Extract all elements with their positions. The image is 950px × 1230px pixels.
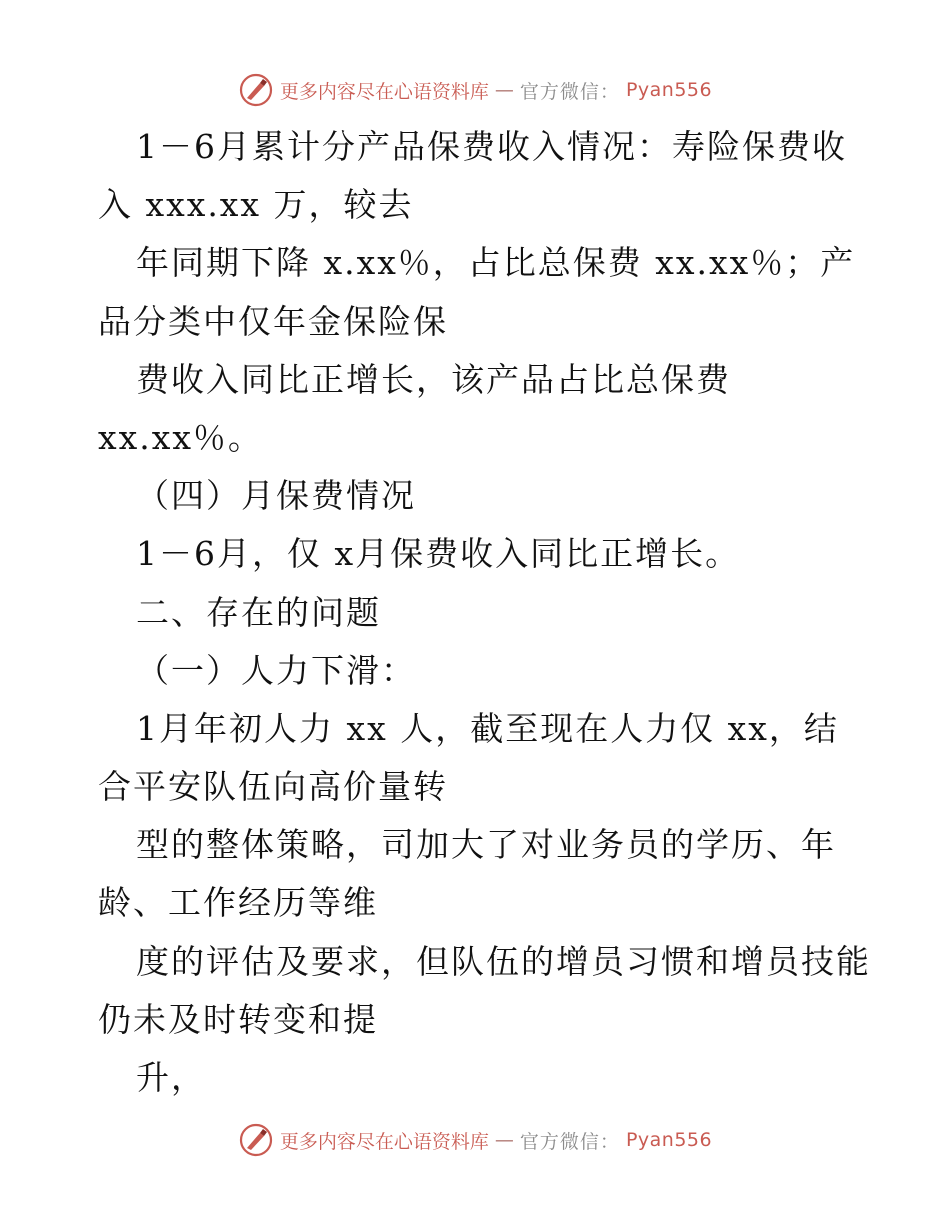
text-line: 1－6月，仅 x月保费收入同比正增长。 xyxy=(136,534,741,574)
text-line: xx.xx％。 xyxy=(98,417,263,457)
text-line: 合平安队伍向高价量转 xyxy=(98,767,448,807)
pen-logo-icon xyxy=(238,72,274,108)
pen-logo-icon xyxy=(238,1122,274,1158)
text-line: 升， xyxy=(136,1058,206,1097)
watermark-label: 官方微信： xyxy=(519,80,620,103)
document-body xyxy=(98,118,878,1107)
text-line: 1月年初人力 xx 人，截至现在人力仅 xx，结 xyxy=(136,708,839,748)
text-line: 费收入同比正增长，该产品占比总保费 xyxy=(136,359,731,399)
header-watermark xyxy=(0,70,950,110)
text-line: 仍未及时转变和提 xyxy=(98,999,378,1039)
text-line: （四）月保费情况 xyxy=(136,476,416,516)
text-line: 1－6月累计分产品保费收入情况：寿险保费收 xyxy=(136,127,847,166)
text-line: 入 xxx.xx 万，较去 xyxy=(98,185,414,225)
watermark-id: Pyan556 xyxy=(625,1129,713,1151)
text-line: 龄、工作经历等维 xyxy=(98,883,378,923)
watermark-separator: — xyxy=(494,1129,514,1151)
footer-watermark xyxy=(0,1120,950,1160)
watermark-separator: — xyxy=(494,79,514,101)
text-line: （一）人力下滑： xyxy=(136,650,416,690)
text-line: 年同期下降 x.xx％，占比总保费 xx.xx％；产 xyxy=(136,243,856,283)
watermark-label: 官方微信： xyxy=(519,1130,620,1153)
watermark-id: Pyan556 xyxy=(625,79,713,101)
text-line: 型的整体策略，司加大了对业务员的学历、年 xyxy=(136,825,836,865)
text-line: 度的评估及要求，但队伍的增员习惯和增员技能 xyxy=(136,941,871,981)
text-line: 二、存在的问题 xyxy=(136,592,381,632)
watermark-text: 更多内容尽在心语资料库 xyxy=(279,80,489,103)
watermark-text: 更多内容尽在心语资料库 xyxy=(279,1130,489,1153)
text-line: 品分类中仅年金保险保 xyxy=(98,301,448,341)
